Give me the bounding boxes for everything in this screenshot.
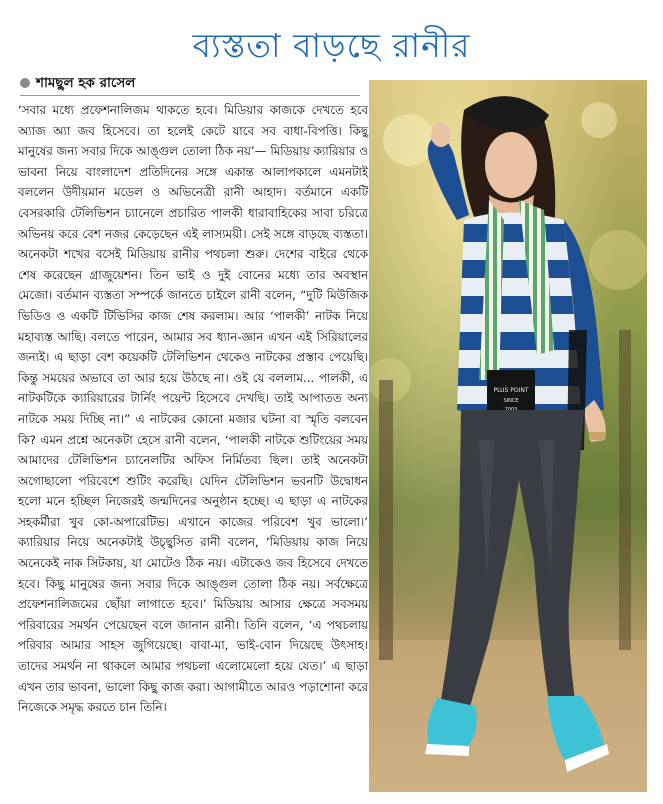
tag-text-line1: PLUS POINT (493, 387, 529, 394)
headline: ব্যস্ততা বাড়ছে রানীর (192, 26, 471, 65)
byline (20, 74, 350, 92)
article-body: ‘সবার মধ্যে প্রফেশনালিজম থাকতে হবে। মিডিয়ার কাজকে দেখতে হবে অ্যাজ অ্যা জব হিসেবে। তা হলেই কেটে যাবে সব বাধা-বিপত্তি। কিছু মানুষের জন্য সবার দিকে আঙ্গুল তোলা ঠিক নয়’— মিডিয়ায় ক্যারিয়ার ও ভাবনা নিয়ে বাংলাদেশ প্রতিদিনের সঙ্গে একান্ত আলাপকালে এমনটাই বললেন উদীয়মান মডেল ও অভিনেত্রী রানী আহাদ। বর্তমানে একটি বেসরকারি টেলিভিশন চ্যানেলে প্রচারিত পালকী ধারাবাহিকের সাবা চরিত্রে অভিনয় করে বেশ নজর কেড়েছেন এই লাস্যময়ী। সেই সঙ্গে বাড়ছে ব্যস্ততা। অনেকটা শখের বসেই মিডিয়ায় রানীর পথচলা শুরু। দেশের বাইরে থেকে শেষ করেছেন গ্রাজুয়েশন। তিন ভাই ও দুই বোনের মধ্যে তার অবস্থান মেজো। বর্তমান ব্যস্ততা সম্পর্কে জানতে চাইলে রানী বলেন, “দুটি মিউজিক ভিডিও ও একটি টিভিসির কাজ শেষ করলাম। আর ‘পালকী’ নাটক নিয়ে মহাব্যস্ত আছি। বলতে পারেন, আমার সব ধ্যান-জ্ঞান এখন এই সিরিয়ালের জন্যই। এ ছাড়া বেশ কয়েকটি টেলিভিশন থেকেও নাটকের প্রস্তাব পেয়েছি। কিন্তু সময়ের অভাবে তা আর হয়ে উঠছে না। ওই যে বললাম... পালকী, এ নাটকটিকে ক্যারিয়ারের টার্নিং পয়েন্ট হিসেবে দেখছি। তাই আপাতত অন্য নাটকে সময় দিচ্ছি না।” এ নাটকের কোনো মজার ঘটনা বা স্মৃতি বলবেন কি? এমন প্রশ্নে অনেকটা হেসে রানী বলেন, ‘পালকী নাটকে শুটিংয়ের সময় আমাদের টেলিভিশন চ্যানেলটির অফিস নির্মিতব্য ছিল। তাই অনেকটা অগোছালো পরিবেশে শুটিং করেছি। যেদিন টেলিভিশন ভবনটি উদ্বোধন হলো মনে হচ্ছিল নিজেরই জন্মদিনের অনুষ্ঠান হচ্ছে। এ ছাড়া এ নাটকের সহকর্মীরা খুব কো-অপারেটিভ। এখানে কাজের পরিবেশ খুব ভালো।’ ক্যারিয়ার নিয়ে অনেকটাই উচ্ছ্বসিত রানী বলেন, ‘মিডিয়ায় কাজ নিয়ে অনেকেই নাক সিটকায়, যা মোটেও ঠিক নয়। এটাকেও জব হিসেবে দেখতে হবে। কিছু মানুষের জন্য সবার দিকে আঙ্গুল তোলা ঠিক নয়। সর্বক্ষেত্রে প্রফেশনালিজমের ছোঁয়া লাগাতে হবে।’ মিডিয়ায় আসার ক্ষেত্রে সবসময় পরিবারের সমর্থন পেয়েছেন বলে জানান রানী। তিনি বলেন, ‘এ পথচলায় পরিবার আমার সাহস জুগিয়েছে। বাবা-মা, ভাই-বোন দিয়েছে উৎসাহ। তাদের সমর্থন না থাকলে আমার পথচলা এলোমেলো হয়ে যেত।’ এ ছাড়া এখন তার ভাবনা, ভালো কিছু কাজ করা। আগামীতে আরও পড়াশোনা করে নিজেকে সমৃদ্ধ করতে চান তিনি। (18, 103, 368, 715)
byline-bullet-icon (20, 78, 30, 88)
tag-text-line2: SINCE (503, 398, 519, 404)
byline-divider (20, 95, 360, 96)
previous-article-strip (0, 0, 663, 6)
model-photo (369, 80, 647, 792)
model-photo-illustration (369, 80, 647, 792)
author-name: শামছুল হক রাসেল (36, 75, 136, 91)
